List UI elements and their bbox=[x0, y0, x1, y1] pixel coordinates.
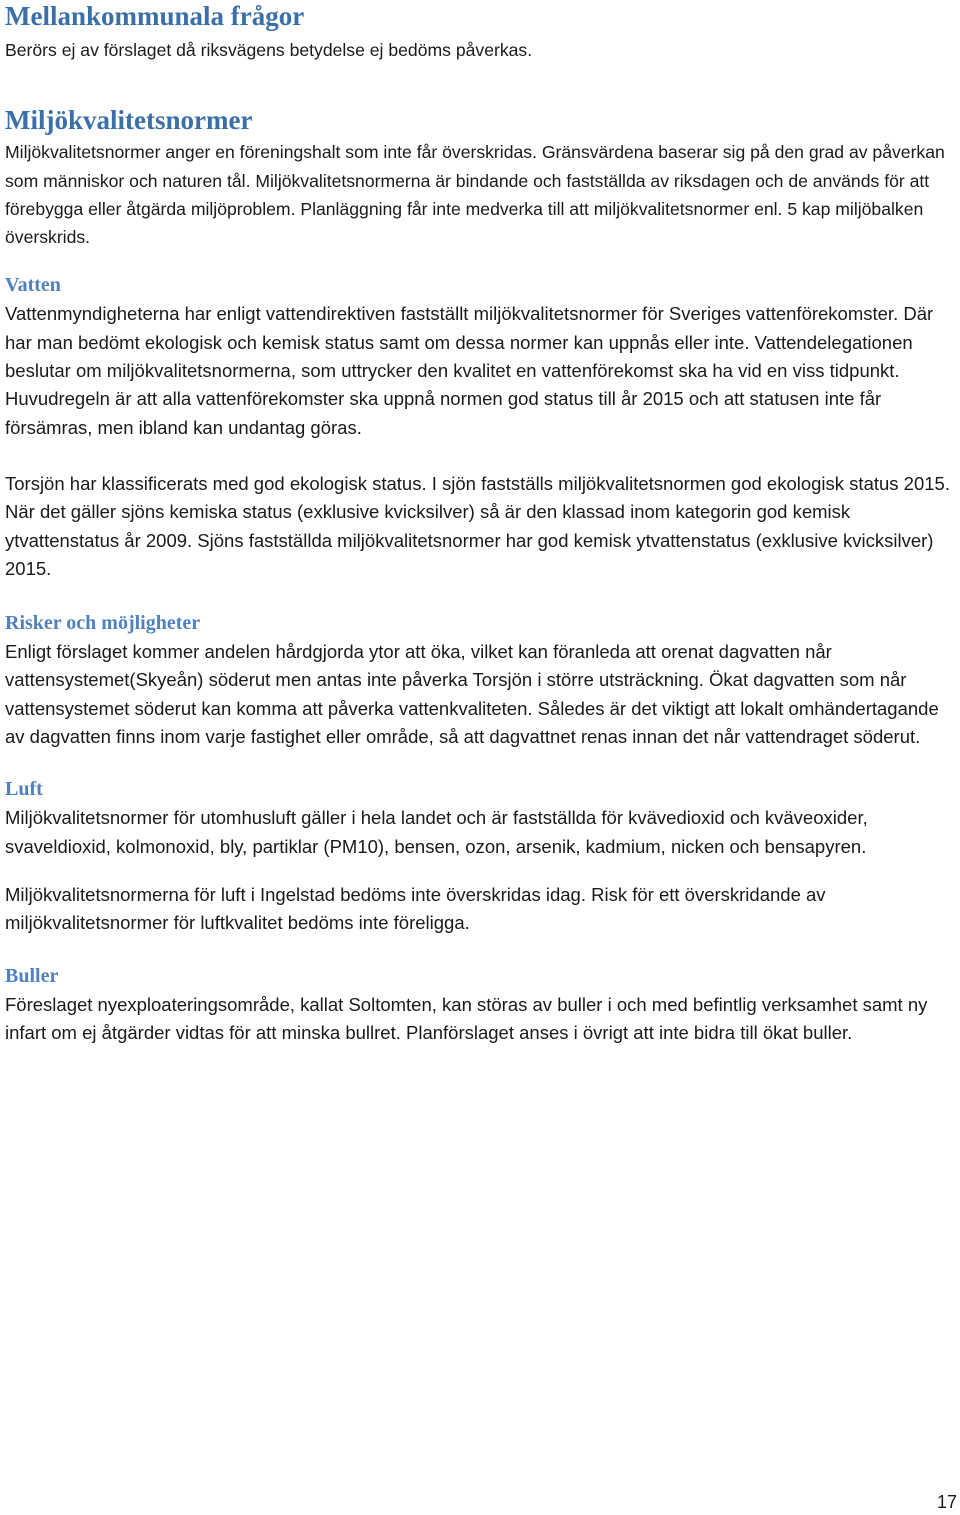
page-number: 17 bbox=[936, 1492, 957, 1512]
heading-miljokvalitetsnormer: Miljökvalitetsnormer bbox=[5, 105, 253, 136]
text-miljokvalitetsnormer: Miljökvalitetsnormer anger en föreningshalt som inte får överskridas. Gränsvärdena baserar sig på den grad av påverkan som människor och naturen tål. Miljökvalitetsnormerna är bindande och fastställda av riksdagen och de används för att förebygga eller åtgärda miljöproblem. Planläggning får inte medverka till att miljökvalitetsnormer enl. 5 kap miljöbalken överskrids. bbox=[5, 142, 945, 248]
text-mellankommunala: Berörs ej av förslaget då riksvägens betydelse ej bedöms påverkas. bbox=[5, 40, 533, 60]
document-page bbox=[5, 0, 957, 1047]
heading-vatten: Vatten bbox=[5, 274, 61, 297]
text-buller: Föreslaget nyexploateringsområde, kallat Soltomten, kan störas av buller i och med befintlig verksamhet samt ny infart om ej åtgärder vidtas för att minska bullret. Planförslaget anses i övrigt att inte bidra till ökat buller. bbox=[5, 993, 928, 1043]
text-luft-1: Miljökvalitetsnormer för utomhusluft gäller i hela landet och är fastställda för kvävedioxid och kväveoxider, svaveldioxid, kolmonoxid, bly, partiklar (PM10), bensen, ozon, arsenik, kadmium, nicken och bensapyren. bbox=[5, 807, 868, 857]
heading-buller: Buller bbox=[5, 964, 59, 987]
text-vatten-2: Torsjön har klassificerats med god ekologisk status. I sjön fastställs miljökvalitetsnormen god ekologisk status 2015. När det gäller sjöns kemiska status (exklusive kvicksilver) så är den klassad inom kategorin god kemisk ytvattenstatus år 2009. Sjöns fastställda miljökvalitetsnormer har god kemisk ytvattenstatus (exklusive kvicksilver) 2015. bbox=[5, 472, 950, 579]
text-risker: Enligt förslaget kommer andelen hårdgjorda ytor att öka, vilket kan föranleda att orenat dagvatten når vattensystemet(Skyeån) söderut men antas inte påverka Torsjön i större utsträckning. Ökat dagvatten som når vattensystemet söderut kan komma att påverka vattenkvaliteten. Således är det viktigt att lokalt omhändertagande av dagvatten finns inom varje fastighet eller område, så att dagvattnet renas innan det når vattendraget söderut. bbox=[5, 641, 939, 748]
text-vatten-1: Vattenmyndigheterna har enligt vattendirektiven fastställt miljökvalitetsnormer för Sveriges vattenförekomster. Där har man bedömt ekologisk och kemisk status samt om dessa normer kan uppnås eller inte. Vattendelegationen beslutar om miljökvalitetsnormerna, som uttrycker den kvalitet en vattenförekomst ska ha vid en viss tidpunkt. Huvudregeln är att alla vattenförekomster ska uppnå normen god status till år 2015 och att statusen inte får försämras, men ibland kan undantag göras. bbox=[5, 303, 934, 438]
heading-risker: Risker och möjligheter bbox=[5, 612, 201, 635]
heading-mellankommunala: Mellankommunala frågor bbox=[5, 1, 305, 31]
text-luft-2: Miljökvalitetsnormerna för luft i Ingelstad bedöms inte överskridas idag. Risk för ett överskridande av miljökvalitetsnormer för luftkvalitet bedöms inte föreligga. bbox=[5, 883, 826, 934]
heading-luft: Luft bbox=[5, 778, 43, 801]
